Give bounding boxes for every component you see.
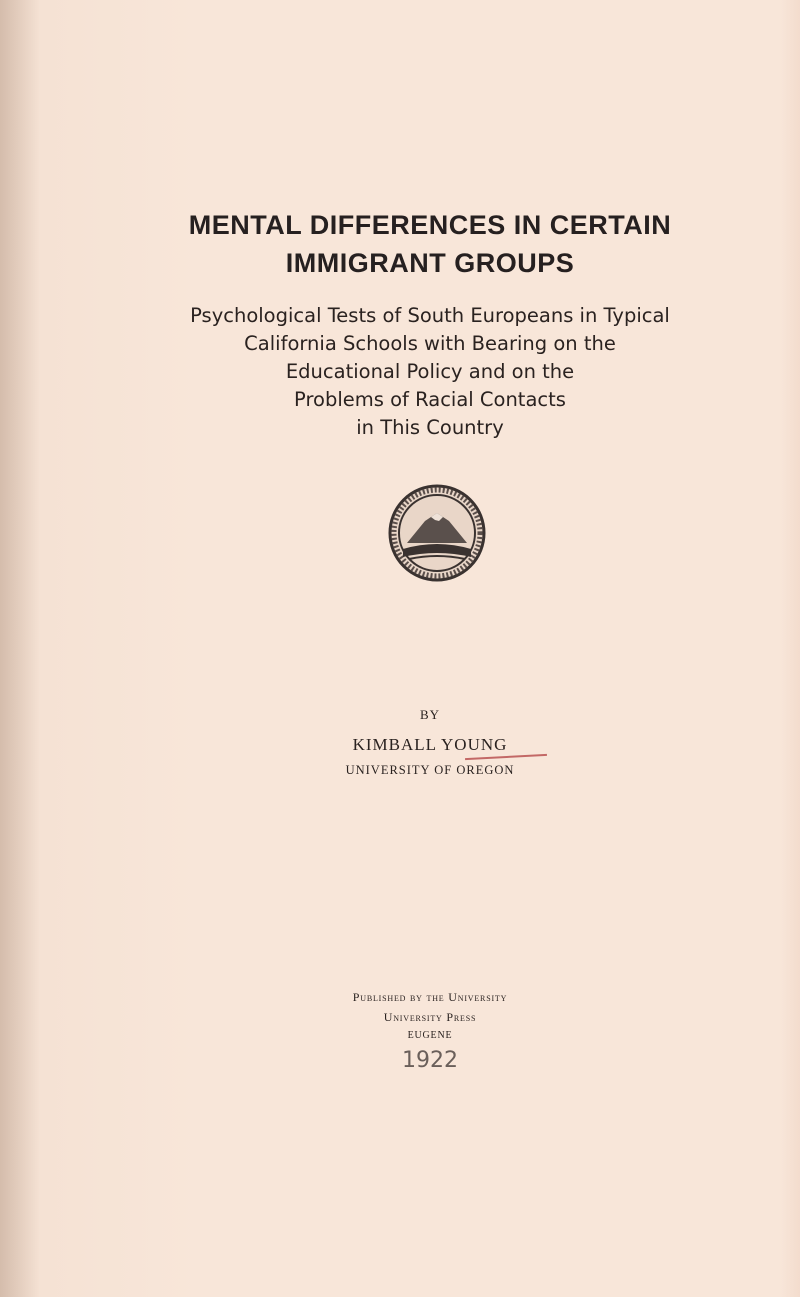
by-label: BY bbox=[419, 707, 441, 722]
subtitle-line: Educational Policy and on the bbox=[285, 360, 575, 383]
subtitle-line: California Schools with Bearing on the bbox=[244, 332, 616, 355]
title-line-2: IMMIGRANT GROUPS bbox=[285, 248, 575, 278]
subtitle-line: Psychological Tests of South Europeans in Typical bbox=[190, 304, 670, 327]
publication-year: 1922 bbox=[402, 1048, 458, 1073]
publisher-city: EUGENE bbox=[407, 1030, 453, 1041]
publisher-line-1: Published by the University bbox=[352, 990, 508, 1004]
book-binding-edge bbox=[0, 0, 40, 1297]
publisher-line-2: University Press bbox=[383, 1010, 477, 1024]
author-affiliation: UNIVERSITY OF OREGON bbox=[345, 763, 515, 777]
author-name: KIMBALL YOUNG bbox=[352, 735, 508, 754]
subtitle-line: in This Country bbox=[356, 416, 504, 439]
university-seal-icon bbox=[387, 483, 487, 583]
subtitle bbox=[0, 302, 800, 442]
subtitle-line: Problems of Racial Contacts bbox=[294, 388, 566, 411]
title-line-1: MENTAL DIFFERENCES IN CERTAIN bbox=[188, 210, 672, 240]
